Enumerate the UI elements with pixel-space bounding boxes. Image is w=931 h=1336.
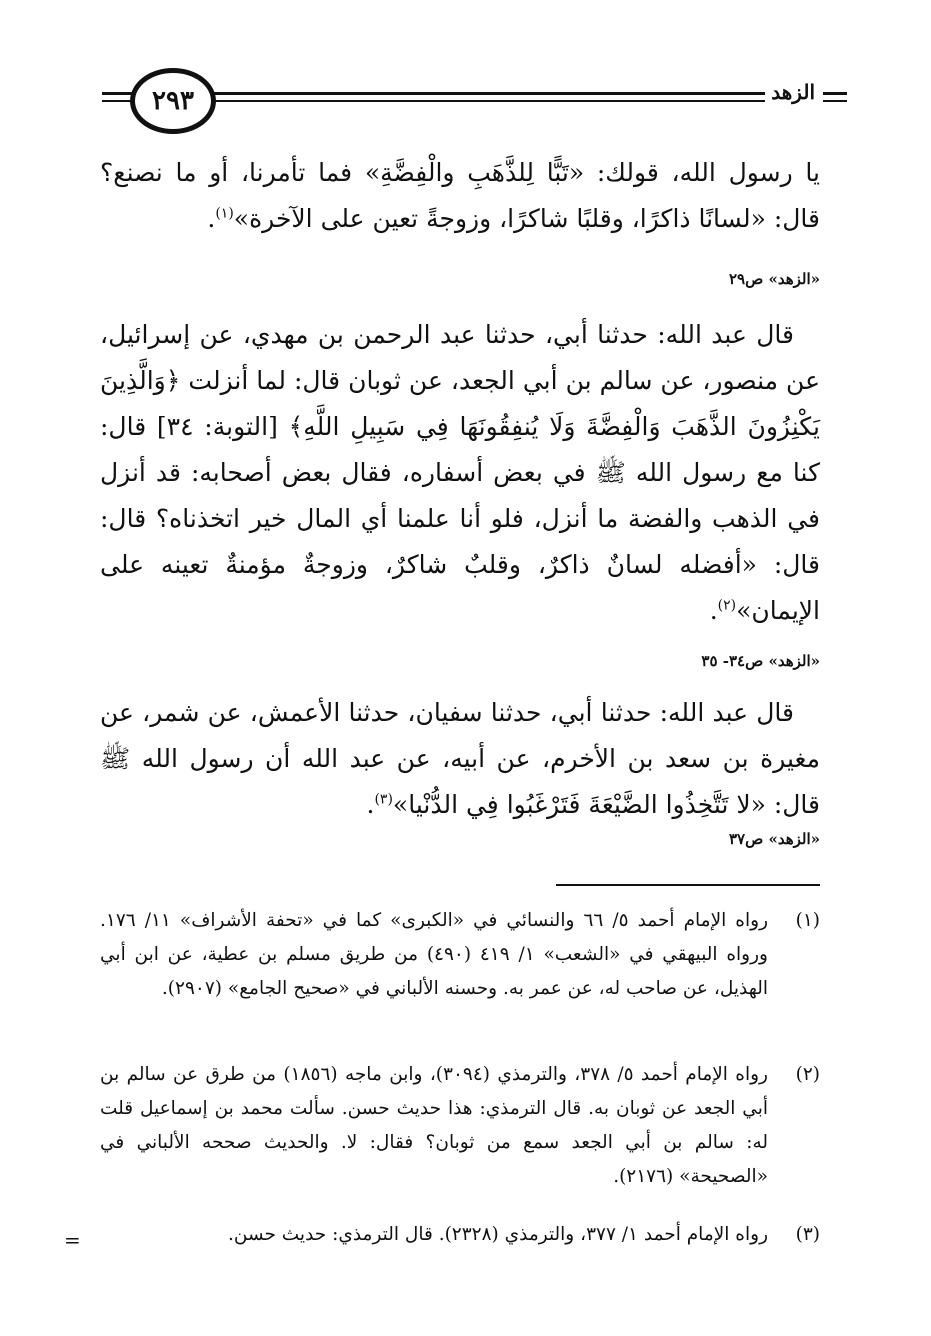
- paragraph-end: .: [709, 596, 718, 625]
- footnote-1: [100, 904, 820, 1006]
- header-rule-left: [102, 92, 134, 95]
- paragraph-text: قال عبد الله: حدثنا أبي، حدثنا سفيان، حدثنا الأعمش، عن شمر، عن مغيرة بن سعد بن الأخرم، عن أبيه، عن عبد الله أن رسول الله ﷺ قال: «لا تَتَّخِذُوا الضَّيْعَةَ فَتَرْغَبُوا فِي الدُّنْيا»: [100, 698, 820, 819]
- source-reference: «الزهد» ص٣٧: [728, 830, 820, 848]
- continuation-mark: =: [64, 1228, 81, 1252]
- paragraph-1: [100, 150, 820, 242]
- paragraph-2: [100, 312, 820, 634]
- source-reference: «الزهد» ص٢٩: [728, 270, 820, 288]
- header-rule-end: [823, 92, 847, 95]
- paragraph-end: .: [207, 204, 216, 233]
- paragraph-text: يا رسول الله، قولك: «تَبًّا لِلذَّهَبِ والْفِضَّةِ» فما تأمرنا، أو ما نصنع؟ قال: «لسانًا ذاكرًا، وقلبًا شاكرًا، وزوجةً تعين على الآخرة»: [100, 158, 820, 233]
- page-number-badge: [130, 68, 216, 134]
- footnote-number: (٣): [795, 1224, 820, 1245]
- paragraph-end: .: [366, 790, 375, 819]
- paragraph-3: [100, 690, 820, 828]
- footnote-marker[interactable]: (٢): [717, 597, 737, 614]
- paragraph-text: قال عبد الله: حدثنا أبي، حدثنا عبد الرحمن بن مهدي، عن إسرائيل، عن منصور، عن سالم بن أبي الجعد، عن ثوبان قال: لما أنزلت ﴿وَالَّذِينَ يَكْنِزُونَ الذَّهَبَ وَالْفِضَّةَ وَلَا يُنفِقُونَهَا فِي سَبِيلِ اللَّهِ﴾ [التوبة: ٣٤] قال: كنا مع رسول الله ﷺ في بعض أسفاره، فقال بعض أصحابه: قد أنزل في الذهب والفضة ما أنزل، فلو أنا علمنا أي المال خير اتخذناه؟ قال: قال: «أفضله لسانٌ ذاكرٌ، وقلبٌ شاكرٌ، وزوجةٌ مؤمنةٌ تعينه على الإيمان»: [100, 320, 820, 625]
- source-reference: «الزهد» ص٣٤- ٣٥: [701, 652, 820, 670]
- footnote-marker[interactable]: (١): [215, 205, 234, 222]
- footnote-number: (١): [795, 910, 820, 931]
- footnote-text: رواه الإمام أحمد ٥/ ٦٦ والنسائي في «الكبرى» كما في «تحفة الأشراف» ١١/ ١٧٦. ورواه البيهقي في «الشعب» ١/ ٤١٩ (٤٩٠) من طريق مسلم بن عطية، عن ابن أبي الهذيل، عن صاحب له، عن عمر به. وحسنه الألباني في «صحيح الجامع» (٢٩٠٧).: [100, 910, 769, 999]
- footnote-text: رواه الإمام أحمد ١/ ٣٧٧، والترمذي (٢٣٢٨). قال الترمذي: حديث حسن.: [227, 1224, 768, 1245]
- footnote-text: رواه الإمام أحمد ٥/ ٣٧٨، والترمذي (٣٠٩٤)، وابن ماجه (١٨٥٦) من طرق عن سالم بن أبي الجعد عن ثوبان به. قال الترمذي: هذا حديث حسن. سألت محمد بن إسماعيل قلت له: سالم بن أبي الجعد سمع من ثوبان؟ فقال: لا. والحديث صححه الألباني في «الصحيحة» (٢١٧٦).: [100, 1064, 768, 1187]
- header-rule: [200, 92, 790, 95]
- footnote-separator: [556, 884, 820, 886]
- header-rule-thin: [200, 100, 790, 102]
- footnote-number: (٢): [795, 1064, 820, 1085]
- footnote-2: [100, 1058, 820, 1194]
- header-rule-end-thin: [823, 100, 847, 102]
- footnote-marker[interactable]: (٣): [374, 791, 393, 808]
- running-title: الزهد: [765, 80, 821, 104]
- footnote-3: [100, 1218, 820, 1252]
- page-number: ٢٩٣: [152, 86, 194, 116]
